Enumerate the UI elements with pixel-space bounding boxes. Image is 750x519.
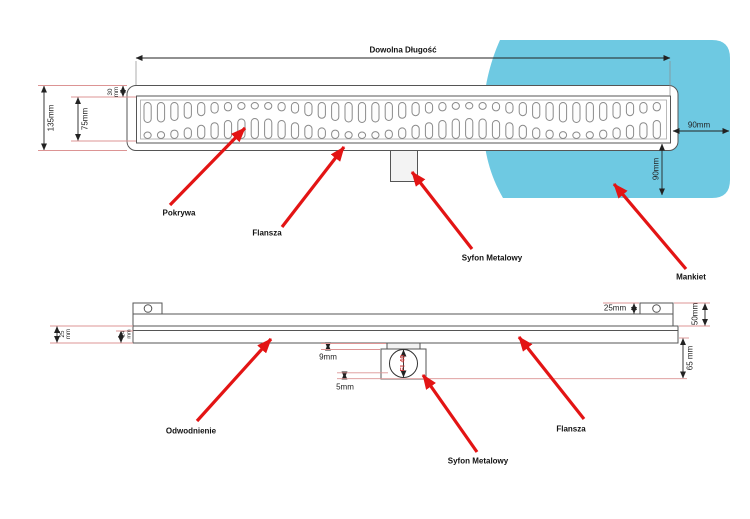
grate-slot <box>358 132 365 139</box>
grate-slot <box>332 130 339 138</box>
grate-slot <box>385 103 392 121</box>
arrow-syfon-bottom <box>423 375 477 452</box>
grate-slot <box>372 103 379 123</box>
grate-slot <box>291 123 298 139</box>
grate-slot <box>238 103 245 110</box>
grate-slot <box>519 103 526 116</box>
dim-90-down-label: 90mm <box>651 157 661 181</box>
grate-slot <box>452 103 459 110</box>
grate-slot <box>479 119 486 139</box>
grate-slot <box>559 132 566 139</box>
grate-slot <box>157 103 164 123</box>
dim-90-right-label: 90mm <box>687 120 711 130</box>
grate-slot <box>559 103 566 123</box>
grate-slot <box>157 132 164 139</box>
grate-slot <box>291 103 298 114</box>
dim-9-label: 9mm <box>319 352 337 362</box>
label-flansza-top: Flansza <box>252 228 282 238</box>
grate-slot <box>318 128 325 139</box>
grate-slot <box>399 128 406 139</box>
grate-slot <box>265 103 272 110</box>
grate-slot <box>412 103 419 116</box>
grate-slot <box>640 103 647 114</box>
dim-25-left-label: 25 mm <box>58 328 72 340</box>
grate-slot <box>452 119 459 139</box>
grate-slot <box>144 132 151 139</box>
grate-slot <box>626 103 633 116</box>
grate-slot <box>653 121 660 139</box>
dim-30-label: 30 mm <box>106 86 120 98</box>
dim-75-label: 75mm <box>80 107 90 131</box>
label-odwodnienie: Odwodnienie <box>165 426 217 436</box>
grate-slot <box>466 103 473 110</box>
grate-slot <box>265 119 272 139</box>
grate-slot <box>519 125 526 138</box>
arrow-flansza-top <box>282 147 344 227</box>
label-syfon-bottom: Syfon Metalowy <box>447 456 509 466</box>
grate-slot <box>278 121 285 139</box>
arrow-odwodnienie <box>197 339 271 421</box>
label-syfon-top: Syfon Metalowy <box>461 253 523 263</box>
grate-slot <box>345 132 352 139</box>
dim-25-right-label: 25mm <box>603 303 627 313</box>
grate-slot <box>640 123 647 139</box>
grate-slot <box>211 103 218 114</box>
grate-slot <box>613 128 620 139</box>
grate-slot <box>184 128 191 139</box>
grate-slot <box>492 103 499 111</box>
grate-slot <box>305 103 312 116</box>
grate-slot <box>439 103 446 111</box>
grate-slot <box>546 103 553 121</box>
grate-slot <box>171 103 178 121</box>
grate-slot <box>372 132 379 139</box>
label-mankiet: Mankiet <box>676 272 706 282</box>
grate-slot <box>251 103 258 110</box>
grate-slot <box>586 103 593 123</box>
grate-slot <box>385 130 392 138</box>
grate-slot <box>479 103 486 110</box>
grate-slot <box>184 103 191 119</box>
grate-slot <box>439 121 446 139</box>
grate-slot <box>506 103 513 114</box>
arrow-syfon-top <box>412 172 472 249</box>
label-pokrywa: Pokrywa <box>162 208 196 218</box>
grate-slot <box>613 103 620 119</box>
grate-slot <box>358 103 365 123</box>
grate-slot <box>278 103 285 111</box>
dim-fi40-label: FI 40 <box>399 354 407 372</box>
grate-slot <box>506 123 513 139</box>
siphon-pipe-top-view <box>391 151 418 182</box>
grate-slot <box>211 123 218 139</box>
grate-slot <box>425 123 432 139</box>
grate-slot <box>412 125 419 138</box>
grate-slot <box>251 119 258 139</box>
grate-slot <box>573 103 580 123</box>
dim-135-label: 135mm <box>46 104 56 132</box>
label-flansza-bottom: Flansza <box>556 424 586 434</box>
channel-body-side-view <box>133 326 678 343</box>
grate-slot <box>144 103 151 123</box>
grate-slot <box>198 125 205 138</box>
grate-slot <box>546 130 553 138</box>
dim-50-label: 50mm <box>690 302 700 326</box>
grate-slot <box>399 103 406 119</box>
grate-slot <box>600 103 607 121</box>
grate-slot <box>224 121 231 139</box>
grate-slot <box>198 103 205 116</box>
grate-slot <box>653 103 660 111</box>
grate-slot <box>586 132 593 139</box>
grate-slot <box>305 125 312 138</box>
grate-slot <box>600 130 607 138</box>
length-dimension-label: Dowolna Długość <box>369 45 437 55</box>
grate-slot <box>466 119 473 139</box>
grate-slot <box>626 125 633 138</box>
grate-slot <box>318 103 325 119</box>
grate-slot <box>573 132 580 139</box>
grate-slot <box>332 103 339 121</box>
siphon-neck-side-view <box>387 343 420 349</box>
dim-5-label: 5mm <box>336 382 354 392</box>
grate-slot <box>224 103 231 111</box>
grate-slot <box>425 103 432 114</box>
grate-slot <box>345 103 352 123</box>
grate-slot <box>533 128 540 139</box>
dim-14-label: 14 mm <box>120 329 132 339</box>
dim-65-label: 65 mm <box>685 345 695 371</box>
grate-slot <box>171 130 178 138</box>
grate-slot <box>492 121 499 139</box>
grate-slot <box>533 103 540 119</box>
arrow-flansza-bottom <box>519 337 584 419</box>
